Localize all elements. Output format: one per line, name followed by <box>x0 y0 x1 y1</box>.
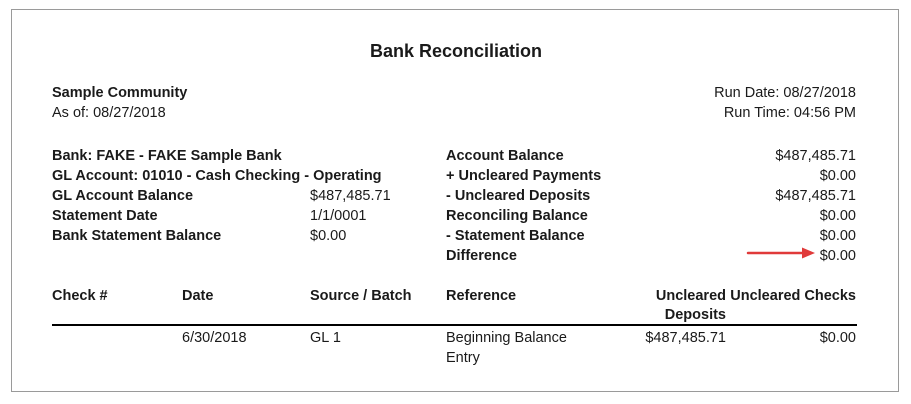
summary-value-uncleared-deposits: $487,485.71 <box>775 188 856 204</box>
community-name: Sample Community <box>52 85 188 101</box>
gl-balance-label: GL Account Balance <box>52 188 194 204</box>
bank-statement-balance-label: Bank Statement Balance <box>52 228 222 244</box>
right-arrow-icon <box>746 246 816 260</box>
summary-label-statement-balance: - Statement Balance <box>446 228 585 244</box>
header-divider <box>52 324 857 326</box>
summary-value-difference: $0.00 <box>819 248 856 264</box>
gl-balance-value: $487,485.71 <box>310 188 391 204</box>
gl-account: GL Account: 01010 - Cash Checking - Operating <box>52 168 382 184</box>
row-reference-line2: Entry <box>446 350 480 366</box>
summary-label-reconciling-balance: Reconciling Balance <box>446 208 588 224</box>
summary-label-uncleared-payments: + Uncleared Payments <box>446 168 602 184</box>
row-reference-line1: Beginning Balance <box>446 330 567 346</box>
row-uncleared-deposits: $487,485.71 <box>645 330 726 346</box>
report-page <box>11 9 899 392</box>
column-header-uncleared-checks: Uncleared Checks <box>730 288 856 304</box>
column-header-source: Source / Batch <box>310 288 412 304</box>
statement-date-label: Statement Date <box>52 208 158 224</box>
row-date: 6/30/2018 <box>182 330 247 346</box>
column-header-date: Date <box>182 288 214 304</box>
summary-value-reconciling-balance: $0.00 <box>819 208 856 224</box>
report-title: Bank Reconciliation <box>369 41 543 61</box>
run-time: Run Time: 04:56 PM <box>723 105 856 121</box>
column-header-uncleared-deposits-line1: Uncleared <box>655 288 726 304</box>
statement-date-value: 1/1/0001 <box>310 208 367 224</box>
summary-value-uncleared-payments: $0.00 <box>819 168 856 184</box>
column-header-reference: Reference <box>446 288 517 304</box>
summary-label-account-balance: Account Balance <box>446 148 564 164</box>
column-header-uncleared-deposits-line2: Deposits <box>664 307 726 323</box>
bank-statement-balance-value: $0.00 <box>310 228 347 244</box>
bank-name: Bank: FAKE - FAKE Sample Bank <box>52 148 282 164</box>
row-source: GL 1 <box>310 330 341 346</box>
run-date: Run Date: 08/27/2018 <box>714 85 856 101</box>
summary-value-statement-balance: $0.00 <box>819 228 856 244</box>
as-of-date: As of: 08/27/2018 <box>52 105 166 121</box>
summary-label-uncleared-deposits: - Uncleared Deposits <box>446 188 591 204</box>
row-uncleared-checks: $0.00 <box>819 330 856 346</box>
column-header-check: Check # <box>52 288 108 304</box>
summary-value-account-balance: $487,485.71 <box>775 148 856 164</box>
summary-label-difference: Difference <box>446 248 517 264</box>
